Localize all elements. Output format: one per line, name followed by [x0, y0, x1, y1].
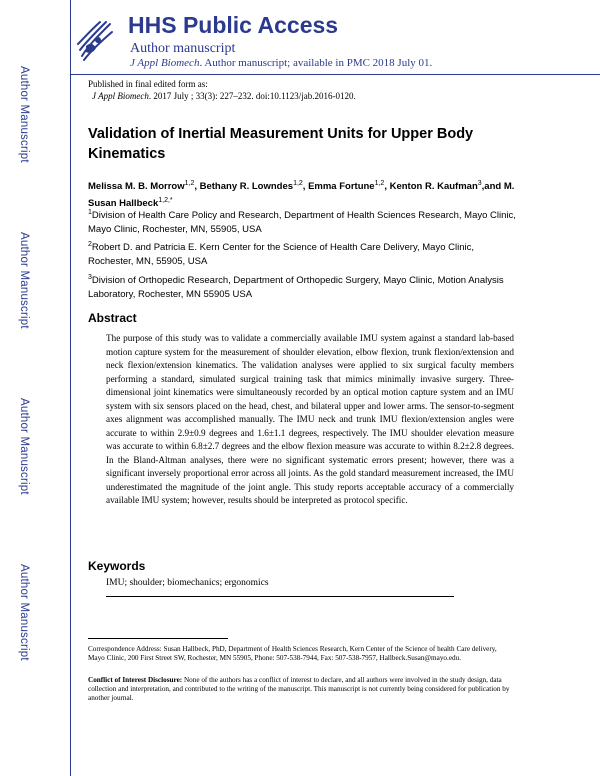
- affiliation-marker: 1: [88, 209, 92, 216]
- author-separator: ,: [384, 181, 390, 193]
- citation-details: . 2017 July ; 33(3): 227–232. doi:10.1123/jab.2016-0120.: [148, 91, 356, 101]
- author-name: Melissa M. B. Morrow: [88, 181, 185, 193]
- journal-availability: [130, 57, 432, 69]
- journal-abbrev: J Appl Biomech: [130, 57, 200, 69]
- author-prefix: and: [484, 181, 504, 193]
- abstract-body: The purpose of this study was to validate a commercially available IMU system against a standard lab-based motion capture system for the measurement of shoulder elevation, elbow flexion, trunk flexion/extension and neck flexion/extension kinematics. The validation analyses were applied to six surgical faculty members performing a standard, simulated surgical training task that mimics minimally invasive surgery. Three-dimensional joint kinematics were simultaneously recorded by an optical motion capture system and an IMU system with six sensors placed on the head, chest, and bilateral upper and lower arms. The sensor-to-segment axes alignment was accomplished manually. The IMU neck and trunk IMU flexion/extension angles were accurate to within 2.9±0.9 degrees and 1.6±1.1 degrees, respectively. The IMU shoulder elevation measure was accurate to within 6.8±2.7 degrees and the elbow flexion measure was accurate to within 8.2±2.8 degrees. In the Bland-Altman analyses, there were no significant systematic errors present; however, there was a significant inversely proportional error across all joints. As the gold standard measurement increased, the IMU underestimated the magnitude of the joint angle. This study reports acceptable accuracy of a commercially available IMU system; however, results should be interpreted as protocol specific.: [106, 333, 514, 505]
- author-affiliation-marker: 1,2,*: [158, 197, 173, 205]
- margin-rule: [70, 0, 71, 776]
- author-affiliation-marker: 1,2: [184, 180, 195, 187]
- author-separator: ,: [194, 181, 200, 193]
- author-name: Bethany R. Lowndes: [199, 181, 294, 193]
- author-affiliation-marker: 1,2: [293, 180, 303, 187]
- side-label-author-manuscript: Author Manuscript: [18, 232, 30, 329]
- author-name: M. Susan Hallbeck: [88, 181, 515, 210]
- keywords-rule: [106, 596, 454, 597]
- affiliation-2: [88, 238, 518, 269]
- abstract-heading: Abstract: [88, 311, 137, 325]
- availability-note: . Author manuscript; available in PMC 2018 July 01.: [199, 57, 433, 69]
- side-label-author-manuscript: Author Manuscript: [18, 398, 30, 495]
- correspondence-footnote: Correspondence Address: Susan Hallbeck, PhD, Department of Health Sciences Research, Kern Center of the Science of health Care delivery, Mayo Clinic, 200 First Street SW, Rochester, MN 55905, Phone: 507-538-7944, Fax: 507-538-7957, Hallbeck.Susan@mayo.edu.: [88, 645, 497, 662]
- affiliation-text: Division of Health Care Policy and Research, Department of Health Sciences Research, Mayo Clinic, Mayo Clinic, Rochester, MN, 55905, USA: [88, 210, 516, 236]
- keywords-list: IMU; shoulder; biomechanics; ergonomics: [106, 578, 269, 588]
- published-label: Published in final edited form as:: [88, 79, 208, 89]
- side-label-author-manuscript: Author Manuscript: [18, 564, 30, 661]
- author-name: Emma Fortune: [308, 181, 375, 193]
- affiliation-3: [88, 271, 518, 302]
- coi-text: None of the authors has a conflict of interest to declare, and all authors were involved in the study design, data collection and interpretation, and contributed to the writing of the manuscript. This manuscript is not currently being considered for publication by another journal.: [88, 676, 510, 702]
- citation-journal: J Appl Biomech: [92, 91, 149, 101]
- affiliation-1: [88, 206, 518, 237]
- keywords-heading: Keywords: [88, 559, 146, 573]
- affiliation-marker: 2: [88, 241, 92, 248]
- conflict-of-interest-footnote: [88, 676, 514, 703]
- hhs-public-access-title: HHS Public Access: [128, 12, 339, 38]
- citation-line: [92, 91, 356, 102]
- author-affiliation-marker: 1,2: [374, 180, 385, 187]
- author-affiliation-marker: 3: [477, 180, 482, 187]
- footnote-rule: [88, 638, 228, 639]
- affiliation-marker: 3: [88, 274, 92, 281]
- article-title: Validation of Inertial Measurement Units for Upper Body Kinematics: [88, 126, 474, 162]
- author-manuscript-label: Author manuscript: [130, 41, 236, 56]
- side-label-author-manuscript: Author Manuscript: [18, 66, 30, 163]
- affiliation-text: Division of Orthopedic Research, Department of Orthopedic Surgery, Mayo Clinic, Motion Analysis Laboratory, Rochester, MN 55905 USA: [88, 275, 504, 301]
- coi-label: Conflict of Interest Disclosure:: [88, 676, 183, 684]
- author-separator: ,: [302, 181, 309, 193]
- affiliation-text: Robert D. and Patricia E. Kern Center for the Science of Health Care Delivery, Mayo Clinic, Rochester, MN, 55905, USA: [88, 242, 475, 268]
- author-name: Kenton R. Kaufman: [389, 181, 478, 193]
- header-rule: [70, 74, 600, 75]
- author-separator: ,: [481, 181, 485, 193]
- hhs-eagle-logo-icon: [76, 16, 114, 64]
